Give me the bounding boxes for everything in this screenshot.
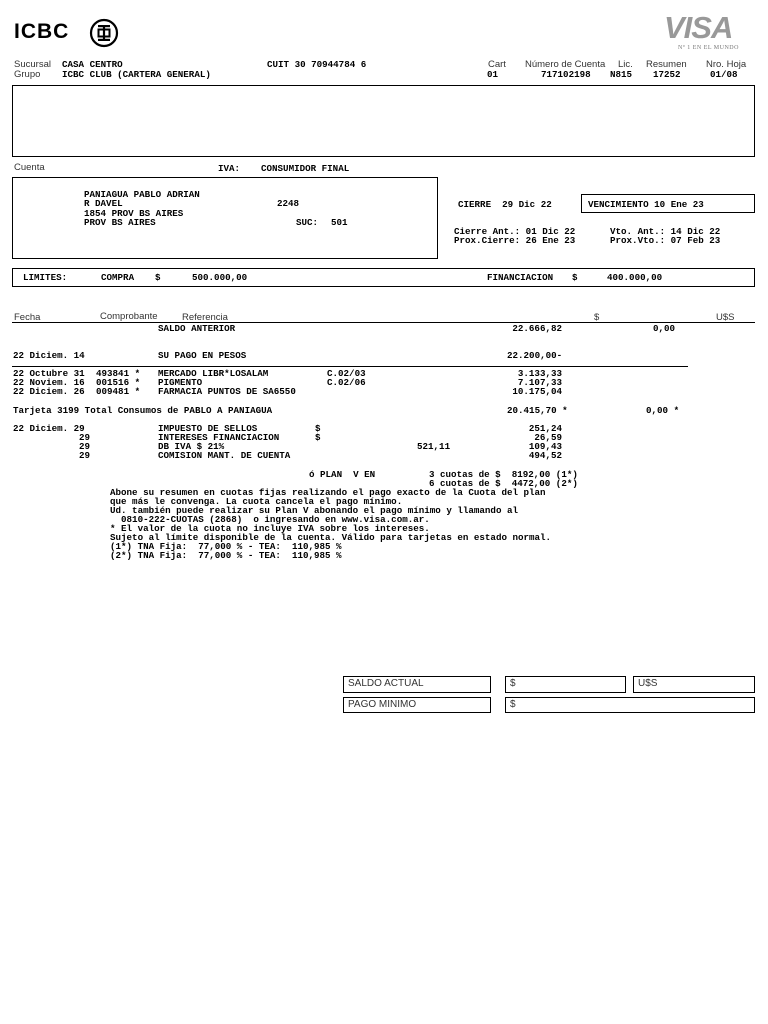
cart-label: Cart — [488, 59, 506, 70]
purchase-referencia: FARMACIA PUNTOS DE SA6550 — [158, 386, 296, 397]
visa-tagline: Nº 1 EN EL MUNDO — [678, 45, 739, 51]
pago-minimo-pesos-box — [505, 697, 755, 713]
proximo-vencimiento: Prox.Vto.: 07 Feb 23 — [610, 235, 721, 246]
address-province: PROV BS AIRES — [84, 217, 156, 228]
col-header-usd: U$S — [716, 312, 735, 323]
iva-value: CONSUMIDOR FINAL — [261, 163, 350, 174]
limits-label: LIMITES: — [23, 272, 68, 283]
charge-base-amount: 521,11 — [417, 441, 451, 452]
numero-cuenta-value: 717102198 — [541, 69, 591, 80]
cuit-value: CUIT 30 70944784 6 — [267, 59, 367, 70]
purchase-amount: 7.107,33 — [517, 377, 562, 388]
cuenta-label: Cuenta — [14, 162, 45, 173]
charge-referencia: IMPUESTO DE SELLOS — [158, 423, 258, 434]
sucursal-label: Sucursal — [14, 59, 51, 70]
plan-v-label: ó PLAN V EN — [309, 469, 376, 480]
saldo-actual-pesos-box — [505, 676, 626, 693]
grupo-label: Grupo — [14, 69, 41, 80]
payment-amount: 22.200,00- — [507, 350, 563, 361]
financiacion-currency: $ — [572, 272, 578, 283]
compra-value: 500.000,00 — [192, 272, 248, 283]
total-consumos-label: Tarjeta 3199 Total Consumos de PABLO A PANIAGUA — [13, 405, 273, 416]
saldo-anterior-label: SALDO ANTERIOR — [158, 323, 236, 334]
purchase-referencia: PIGMENTO — [158, 377, 203, 388]
message-box — [12, 85, 755, 157]
col-header-pesos: $ — [594, 312, 600, 323]
financiacion-label: FINANCIACION — [487, 272, 554, 283]
payment-label: SU PAGO EN PESOS — [158, 350, 247, 361]
cierre-anterior: Cierre Ant.: 01 Dic 22 — [454, 226, 576, 237]
charge-amount: 109,43 — [528, 441, 562, 452]
payment-divider — [12, 366, 688, 367]
vencimiento-date: VENCIMIENTO 10 Ene 23 — [588, 199, 704, 210]
charge-amount: 26,59 — [534, 432, 562, 443]
charge-currency: $ — [315, 432, 321, 443]
pago-minimo-pesos: $ — [510, 699, 516, 710]
purchase-referencia: MERCADO LIBR*LOSALAM — [158, 368, 269, 379]
saldo-actual-label: SALDO ACTUAL — [348, 678, 424, 689]
address-street: R DAVEL — [84, 198, 123, 209]
charge-referencia: COMISION MANT. DE CUENTA — [158, 450, 291, 461]
purchase-cuota: C.02/06 — [327, 377, 366, 388]
charge-referencia: INTERESES FINANCIACION — [158, 432, 280, 443]
lic-value: N815 — [610, 69, 633, 80]
saldo-anterior-pesos: 22.666,82 — [512, 323, 562, 334]
charge-date: 29 — [79, 450, 91, 461]
compra-currency: $ — [155, 272, 161, 283]
purchase-comprobante: 001516 * — [96, 377, 141, 388]
col-header-referencia: Referencia — [182, 312, 228, 323]
plan-note: * El valor de la cuota no incluye IVA sobre los intereses. — [110, 523, 430, 534]
payment-date: 22 Diciem. 14 — [13, 350, 85, 361]
sucursal-value: CASA CENTRO — [62, 59, 123, 70]
suc-value: 501 — [331, 217, 348, 228]
purchase-amount: 3.133,33 — [517, 368, 562, 379]
charge-amount: 251,24 — [528, 423, 562, 434]
col-header-comprobante: Comprobante — [100, 311, 158, 322]
purchase-cuota: C.02/03 — [327, 368, 366, 379]
saldo-actual-pesos: $ — [510, 678, 516, 689]
purchase-date: 22 Octubre 31 — [13, 368, 85, 379]
plan-note: Sujeto al límite disponible de la cuenta. Válido para tarjetas en estado normal. — [110, 532, 552, 543]
charge-currency: $ — [315, 423, 321, 434]
plan-note: que más le convenga. La cuota cancela el pago mínimo. — [110, 496, 403, 507]
address-number: 2248 — [277, 198, 300, 209]
charge-referencia: DB IVA $ 21% — [158, 441, 225, 452]
purchase-comprobante: 493841 * — [96, 368, 141, 379]
total-consumos-usd: 0,00 * — [646, 405, 680, 416]
saldo-actual-usd: U$S — [638, 678, 658, 689]
charge-date: 29 — [79, 432, 91, 443]
plan-note: (1*) TNA Fija: 77,000 % - TEA: 110,985 % — [110, 541, 342, 552]
address-city: 1854 PROV BS AIRES — [84, 208, 184, 219]
plan-note: Abone su resumen en cuotas fijas realizando el pago exacto de la Cuota del plan — [110, 487, 546, 498]
financiacion-value: 400.000,00 — [607, 272, 663, 283]
plan-v-cuotas-3: 3 cuotas de $ 8192,00 (1*) — [429, 469, 578, 480]
grupo-value: ICBC CLUB (CARTERA GENERAL) — [62, 69, 211, 80]
purchase-amount: 10.175,04 — [512, 386, 562, 397]
charge-date: 22 Diciem. 29 — [13, 423, 85, 434]
plan-note: 0810-222-CUOTAS (2868) o ingresando en www.visa.com.ar. — [110, 514, 430, 525]
nro-hoja-value: 01/08 — [710, 69, 738, 80]
bank-logo: ICBC — [14, 20, 70, 43]
charge-date: 29 — [79, 441, 91, 452]
plan-note: Ud. también puede realizar su Plan V abonando el pago mínimo y llamando al — [110, 505, 518, 516]
nro-hoja-label: Nro. Hoja — [706, 59, 747, 70]
saldo-anterior-usd: 0,00 — [652, 323, 675, 334]
address-box — [12, 177, 438, 259]
purchase-comprobante: 009481 * — [96, 386, 141, 397]
lic-label: Lic. — [618, 59, 633, 70]
vto-anterior: Vto. Ant.: 14 Dic 22 — [610, 226, 721, 237]
iva-label: IVA: — [218, 163, 241, 174]
numero-cuenta-label: Número de Cuenta — [525, 59, 606, 70]
suc-label: SUC: — [296, 217, 319, 228]
visa-logo: VISA — [664, 10, 733, 45]
col-header-fecha: Fecha — [14, 312, 41, 323]
compra-label: COMPRA — [101, 272, 135, 283]
resumen-value: 17252 — [653, 69, 681, 80]
cart-value: 01 — [487, 69, 499, 80]
icbc-seal-icon — [89, 18, 119, 48]
plan-v-cuotas-6: 6 cuotas de $ 4472,00 (2*) — [429, 478, 578, 489]
purchase-date: 22 Diciem. 26 — [13, 386, 85, 397]
charge-amount: 494,52 — [528, 450, 562, 461]
proximo-cierre: Prox.Cierre: 26 Ene 23 — [454, 235, 576, 246]
total-consumos-pesos: 20.415,70 * — [507, 405, 568, 416]
plan-note: (2*) TNA Fija: 77,000 % - TEA: 110,985 % — [110, 550, 342, 561]
cierre-date: CIERRE 29 Dic 22 — [458, 199, 552, 210]
customer-name: PANIAGUA PABLO ADRIAN — [84, 189, 200, 200]
resumen-label: Resumen — [646, 59, 687, 70]
purchase-date: 22 Noviem. 16 — [13, 377, 85, 388]
pago-minimo-label: PAGO MINIMO — [348, 699, 417, 710]
